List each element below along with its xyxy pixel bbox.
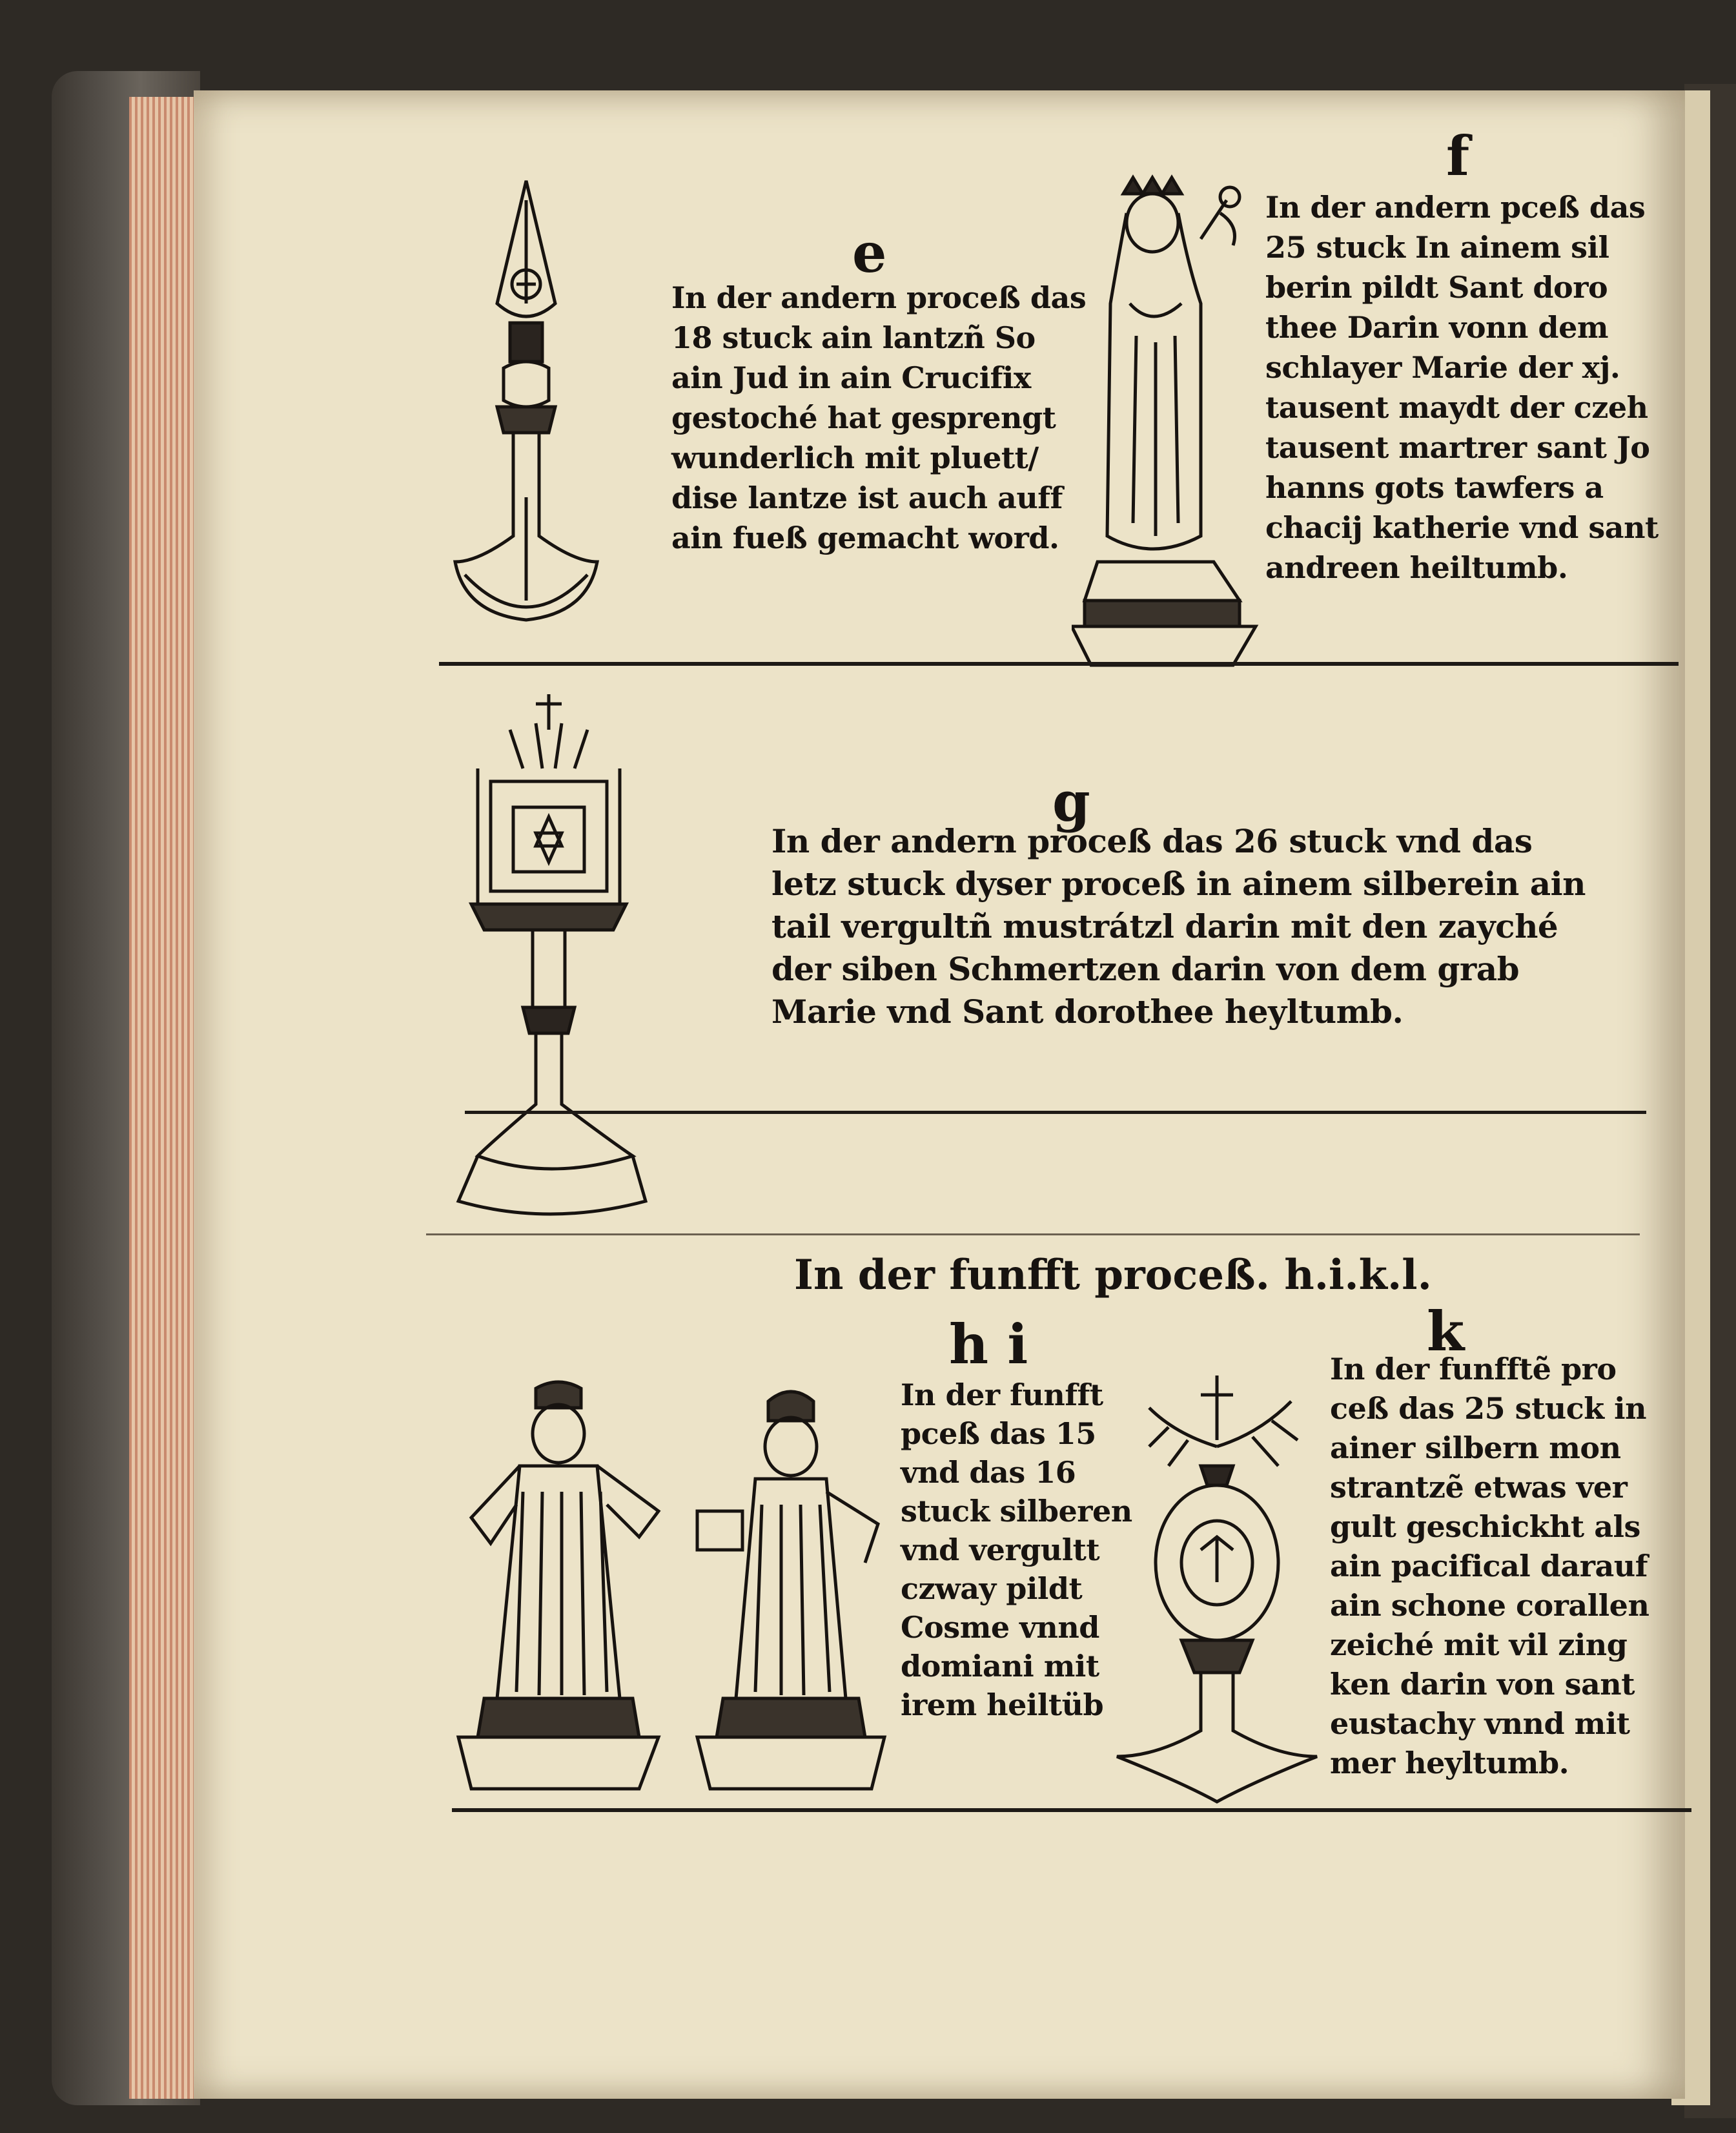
text-line: thee Darin vonn dem bbox=[1265, 310, 1609, 345]
text-line: ain fueß gemacht word. bbox=[671, 520, 1059, 555]
text-line: chacij katherie vnd sant bbox=[1265, 510, 1659, 545]
text-line: gult geschickht als bbox=[1330, 1509, 1640, 1544]
text-line: dise lantze ist auch auff bbox=[671, 480, 1063, 515]
text-line: ken darin von sant bbox=[1330, 1667, 1635, 1702]
text-line: ainer silbern mon bbox=[1330, 1430, 1621, 1465]
text-line: schlayer Marie der xj. bbox=[1265, 350, 1620, 385]
text-line: pceß das 15 bbox=[901, 1416, 1096, 1451]
lance-reliquary-woodcut bbox=[452, 174, 600, 652]
divider-rule bbox=[426, 1233, 1640, 1235]
text-line: strantzẽ etwas ver bbox=[1330, 1470, 1628, 1505]
text-line: domiani mit bbox=[901, 1649, 1099, 1684]
text-line: zeiché mit vil zing bbox=[1330, 1627, 1628, 1662]
text-block-k bbox=[1330, 1350, 1691, 1783]
text-line: eustachy vnnd mit bbox=[1330, 1706, 1630, 1741]
text-line: letz stuck dyser proceß in ainem silberein ain bbox=[771, 865, 1586, 903]
text-line: andreen heiltumb. bbox=[1265, 550, 1568, 585]
text-line: ain pacifical darauf bbox=[1330, 1549, 1648, 1583]
text-line: gestoché hat gesprengt bbox=[671, 400, 1056, 435]
text-line: tausent maydt der czeh bbox=[1265, 390, 1648, 425]
text-block-hi bbox=[901, 1376, 1132, 1724]
text-line: der siben Schmertzen darin von dem grab bbox=[771, 950, 1520, 988]
text-line: berin pildt Sant doro bbox=[1265, 270, 1608, 305]
divider-rule bbox=[439, 662, 1679, 666]
section-letter-g: g bbox=[1052, 770, 1090, 834]
section-letter-e: e bbox=[852, 221, 887, 285]
text-line: In der funfftẽ pro bbox=[1330, 1352, 1617, 1386]
text-line: tail vergultñ mustrátzl darin mit den zayché bbox=[771, 907, 1558, 945]
section-heading: In der funfft proceß. h.i.k.l. bbox=[794, 1251, 1432, 1299]
text-line: stuck silberen bbox=[901, 1494, 1132, 1529]
text-block-f bbox=[1265, 187, 1679, 588]
saint-damian-statue-woodcut bbox=[684, 1382, 904, 1802]
text-line: Marie vnd Sant dorothee heyltumb. bbox=[771, 993, 1404, 1031]
text-line: hanns gots tawfers a bbox=[1265, 470, 1604, 505]
monstrance-woodcut bbox=[452, 691, 652, 1233]
text-line: czway pildt bbox=[901, 1571, 1083, 1606]
text-line: tausent martrer sant Jo bbox=[1265, 430, 1650, 465]
text-line: irem heiltüb bbox=[901, 1687, 1104, 1722]
text-line: Cosme vnnd bbox=[901, 1610, 1099, 1645]
antler-monstrance-woodcut bbox=[1110, 1369, 1323, 1808]
section-letter-k: k bbox=[1427, 1299, 1465, 1363]
section-letter-f: f bbox=[1446, 124, 1470, 188]
text-block-g bbox=[771, 820, 1662, 1033]
text-line: mer heyltumb. bbox=[1330, 1746, 1569, 1780]
text-line: 18 stuck ain lantzñ So bbox=[671, 320, 1036, 355]
text-line: wunderlich mit pluett/ bbox=[671, 440, 1039, 475]
text-block-e bbox=[671, 278, 1087, 558]
book-page bbox=[194, 90, 1685, 2099]
text-line: In der andern pceß das bbox=[1265, 190, 1646, 225]
text-line: vnd das 16 bbox=[901, 1455, 1076, 1490]
text-line: 25 stuck In ainem sil bbox=[1265, 230, 1609, 265]
text-line: In der funfft bbox=[901, 1377, 1103, 1412]
divider-rule bbox=[452, 1808, 1691, 1812]
text-line: In der andern proceß das bbox=[671, 280, 1087, 315]
section-letter-hi: h i bbox=[949, 1312, 1028, 1376]
text-line: vnd vergultt bbox=[901, 1532, 1100, 1567]
text-line: ain schone corallen bbox=[1330, 1588, 1649, 1623]
divider-rule bbox=[465, 1111, 1646, 1114]
text-line: ain Jud in ain Crucifix bbox=[671, 360, 1031, 395]
text-line: In der andern proceß das 26 stuck vnd das bbox=[771, 822, 1533, 860]
saint-cosmas-statue-woodcut bbox=[445, 1376, 678, 1802]
text-line: ceß das 25 stuck in bbox=[1330, 1391, 1647, 1426]
saint-dorothy-statue-woodcut bbox=[1072, 174, 1259, 685]
